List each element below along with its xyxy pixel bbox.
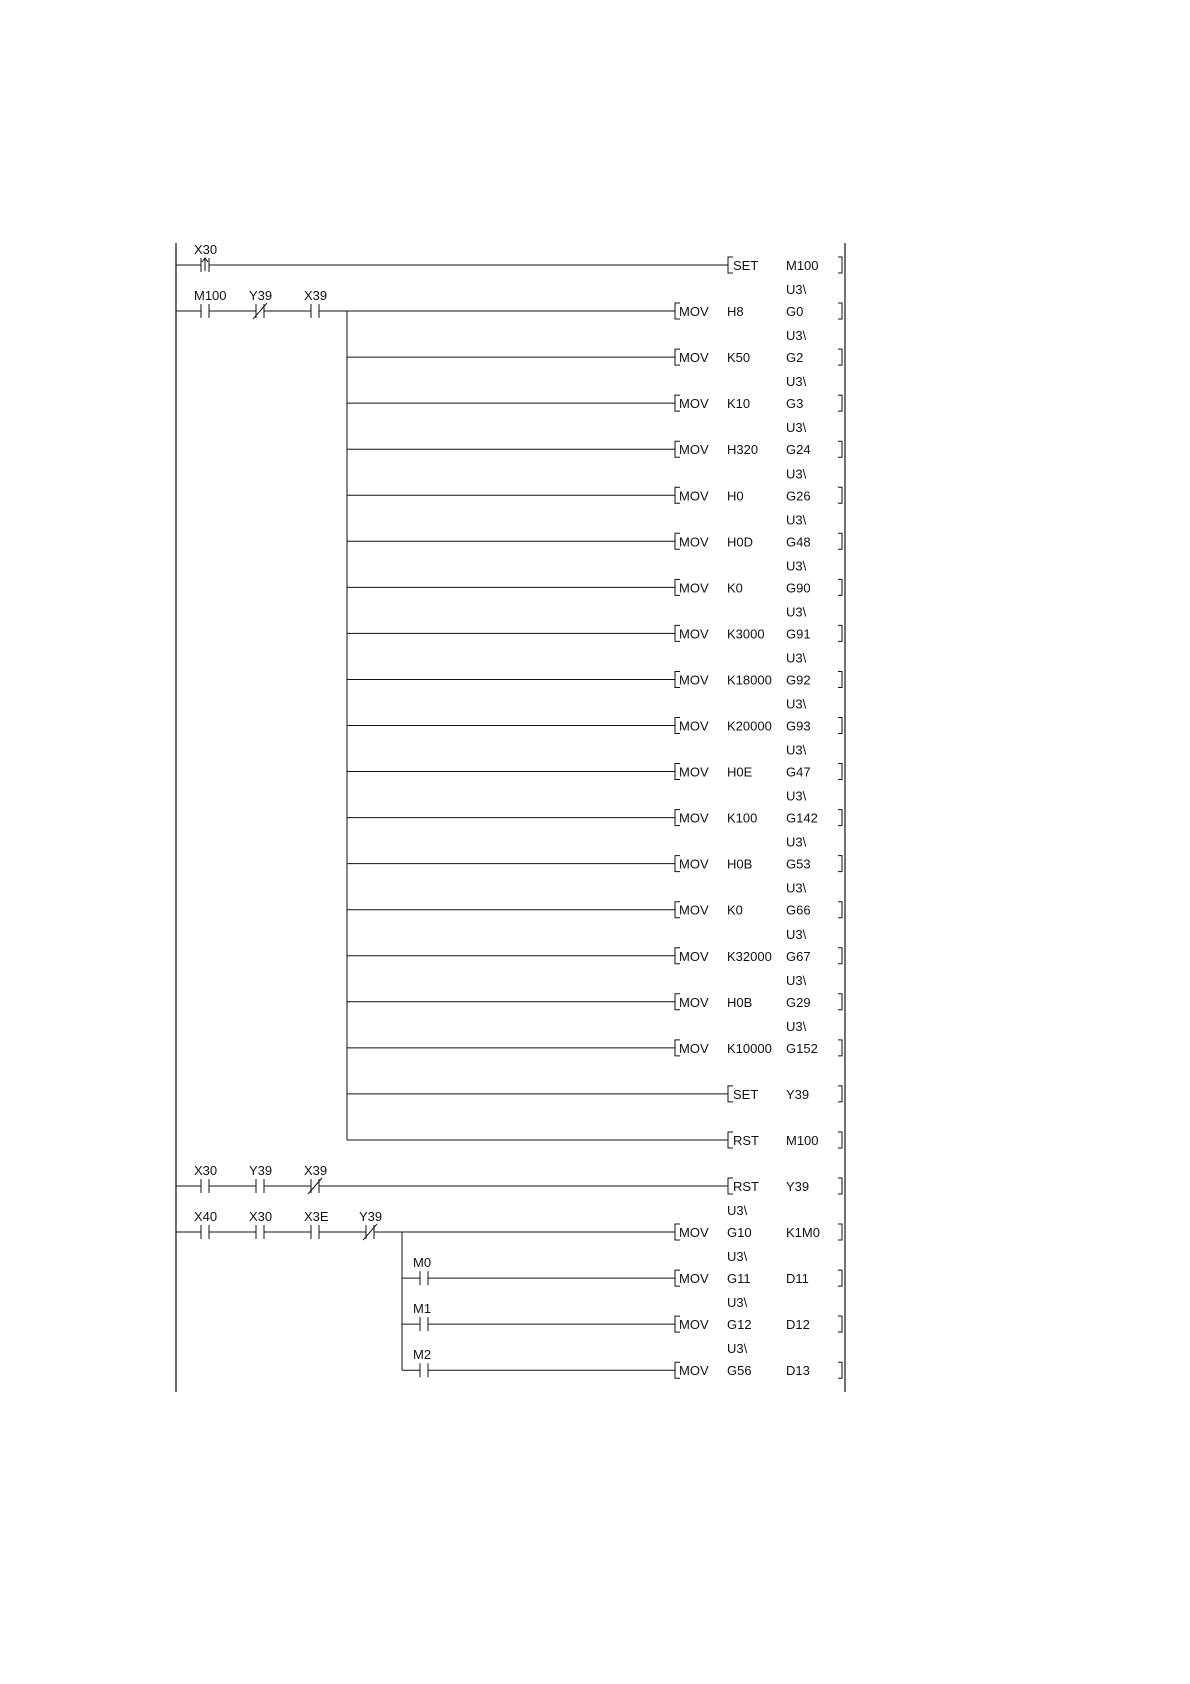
- instruction-mnemonic: SET: [733, 258, 759, 273]
- operand: H0B: [727, 856, 753, 872]
- instruction-mnemonic: MOV: [679, 304, 709, 320]
- instruction-close-bracket: [838, 1316, 842, 1332]
- instruction-close-bracket: [838, 487, 842, 503]
- operand-lower: G91: [786, 626, 811, 642]
- ladder-body: [176, 242, 845, 1392]
- instruction-close-bracket: [838, 257, 842, 273]
- operand-upper: U3\: [786, 742, 807, 758]
- operand: K10000: [727, 1040, 772, 1056]
- instruction-mnemonic: MOV: [679, 534, 709, 550]
- instruction-mnemonic: MOV: [679, 1225, 709, 1241]
- operand-upper: U3\: [786, 374, 807, 390]
- operand: D12: [786, 1317, 810, 1333]
- operand-upper: U3\: [786, 834, 807, 850]
- contact-label: X30: [249, 1209, 273, 1225]
- operand-upper: U3\: [727, 1203, 748, 1219]
- operand-upper: U3\: [786, 604, 807, 620]
- operand: K10: [727, 396, 751, 412]
- operand: K0: [727, 580, 743, 596]
- instruction-mnemonic: MOV: [679, 948, 709, 964]
- instruction-mnemonic: MOV: [679, 856, 709, 872]
- operand: K100: [727, 810, 758, 826]
- operand-upper: U3\: [786, 282, 807, 298]
- operand: M100: [786, 1132, 819, 1148]
- instruction-mnemonic: RST: [733, 1132, 759, 1148]
- operand-upper: U3\: [727, 1249, 748, 1265]
- instruction-mnemonic: MOV: [679, 1363, 709, 1379]
- instruction-close-bracket: [838, 856, 842, 872]
- instruction-close-bracket: [838, 1224, 842, 1240]
- instruction-mnemonic: MOV: [679, 396, 709, 412]
- operand-upper: U3\: [786, 926, 807, 942]
- contact-label: M100: [194, 288, 227, 304]
- contact-label: M2: [413, 1347, 432, 1363]
- instruction-close-bracket: [838, 349, 842, 365]
- contact-label: Y39: [249, 1163, 273, 1178]
- instruction-close-bracket: [838, 718, 842, 734]
- instruction-close-bracket: [838, 1362, 842, 1378]
- instruction-mnemonic: MOV: [679, 626, 709, 642]
- operand-upper: U3\: [786, 512, 807, 528]
- operand-upper: U3\: [786, 558, 807, 574]
- operand-lower: G90: [786, 580, 811, 596]
- operand: H0D: [727, 534, 754, 550]
- instruction-mnemonic: MOV: [679, 1271, 709, 1287]
- instruction-mnemonic: MOV: [679, 718, 709, 734]
- contact-label: X39: [304, 1163, 328, 1178]
- instruction-mnemonic: MOV: [679, 580, 709, 596]
- operand: D11: [786, 1271, 809, 1287]
- instruction-mnemonic: MOV: [679, 488, 709, 504]
- operand-upper: U3\: [786, 880, 807, 896]
- operand-lower: G92: [786, 672, 811, 688]
- operand: M100: [786, 258, 819, 273]
- operand-upper: U3\: [786, 650, 807, 666]
- operand-upper: U3\: [786, 788, 807, 804]
- operand: H8: [727, 304, 744, 320]
- instruction-close-bracket: [838, 671, 842, 687]
- instruction-mnemonic: MOV: [679, 810, 709, 826]
- contact-label: X3E: [304, 1209, 329, 1225]
- instruction-close-bracket: [838, 579, 842, 595]
- operand-lower: G0: [786, 304, 804, 320]
- operand-lower: G67: [786, 948, 811, 964]
- contact-label: X40: [194, 1209, 218, 1225]
- operand: Y39: [786, 1086, 810, 1102]
- contact-label: X30: [194, 242, 218, 257]
- contact-label: M0: [413, 1255, 432, 1271]
- contact-label: X39: [304, 288, 328, 304]
- operand-lower: G24: [786, 442, 811, 458]
- operand: H320: [727, 442, 759, 458]
- instruction-close-bracket: [838, 764, 842, 780]
- instruction-mnemonic: MOV: [679, 764, 709, 780]
- contact-label: Y39: [359, 1209, 383, 1225]
- operand: H0: [727, 488, 744, 504]
- operand-lower: G10: [727, 1225, 752, 1241]
- contact-label: M1: [413, 1301, 432, 1317]
- operand: K0: [727, 902, 743, 918]
- instruction-mnemonic: MOV: [679, 994, 709, 1010]
- operand-upper: U3\: [727, 1341, 748, 1357]
- operand-lower: G29: [786, 994, 811, 1010]
- instruction-close-bracket: [838, 303, 842, 319]
- operand-lower: G66: [786, 902, 811, 918]
- operand-lower: G152: [786, 1040, 818, 1056]
- instruction-close-bracket: [838, 533, 842, 549]
- operand-upper: U3\: [727, 1295, 748, 1311]
- instruction-close-bracket: [838, 625, 842, 641]
- instruction-mnemonic: MOV: [679, 672, 709, 688]
- operand-lower: G93: [786, 718, 811, 734]
- operand: H0B: [727, 994, 753, 1010]
- operand-lower: G142: [786, 810, 818, 826]
- operand: K20000: [727, 718, 772, 734]
- instruction-close-bracket: [838, 994, 842, 1010]
- operand-upper: U3\: [786, 1018, 807, 1034]
- operand: K18000: [727, 672, 772, 688]
- instruction-close-bracket: [838, 1270, 842, 1286]
- instruction-close-bracket: [838, 902, 842, 918]
- operand-upper: U3\: [786, 420, 807, 436]
- operand: K50: [727, 350, 751, 366]
- instruction-mnemonic: SET: [733, 1086, 759, 1102]
- instruction-close-bracket: [838, 1086, 842, 1102]
- instruction-mnemonic: MOV: [679, 442, 709, 458]
- instruction-close-bracket: [838, 948, 842, 964]
- instruction-close-bracket: [838, 1132, 842, 1148]
- instruction-mnemonic: MOV: [679, 1317, 709, 1333]
- operand: Y39: [786, 1179, 810, 1194]
- operand-lower: G53: [786, 856, 811, 872]
- operand-lower: G56: [727, 1363, 752, 1379]
- instruction-close-bracket: [838, 1040, 842, 1056]
- operand-lower: G47: [786, 764, 811, 780]
- operand-lower: G48: [786, 534, 811, 550]
- operand: K3000: [727, 626, 765, 642]
- instruction-close-bracket: [838, 810, 842, 826]
- operand-upper: U3\: [786, 328, 807, 344]
- operand-lower: G3: [786, 396, 804, 412]
- operand-upper: U3\: [786, 466, 807, 482]
- contact-label: Y39: [249, 288, 273, 304]
- instruction-close-bracket: [838, 395, 842, 411]
- operand-upper: U3\: [786, 696, 807, 712]
- instruction-mnemonic: RST: [733, 1179, 759, 1194]
- operand-lower: G11: [727, 1271, 751, 1287]
- instruction-mnemonic: MOV: [679, 350, 709, 366]
- operand: K1M0: [786, 1225, 820, 1241]
- instruction-mnemonic: MOV: [679, 902, 709, 918]
- instruction-close-bracket: [838, 441, 842, 457]
- operand-lower: G26: [786, 488, 811, 504]
- operand: H0E: [727, 764, 753, 780]
- operand-upper: U3\: [786, 972, 807, 988]
- contact-label: X30: [194, 1163, 218, 1178]
- instruction-close-bracket: [838, 1178, 842, 1194]
- operand: K32000: [727, 948, 772, 964]
- operand-lower: G12: [727, 1317, 752, 1333]
- operand: D13: [786, 1363, 810, 1379]
- operand-lower: G2: [786, 350, 804, 366]
- instruction-mnemonic: MOV: [679, 1040, 709, 1056]
